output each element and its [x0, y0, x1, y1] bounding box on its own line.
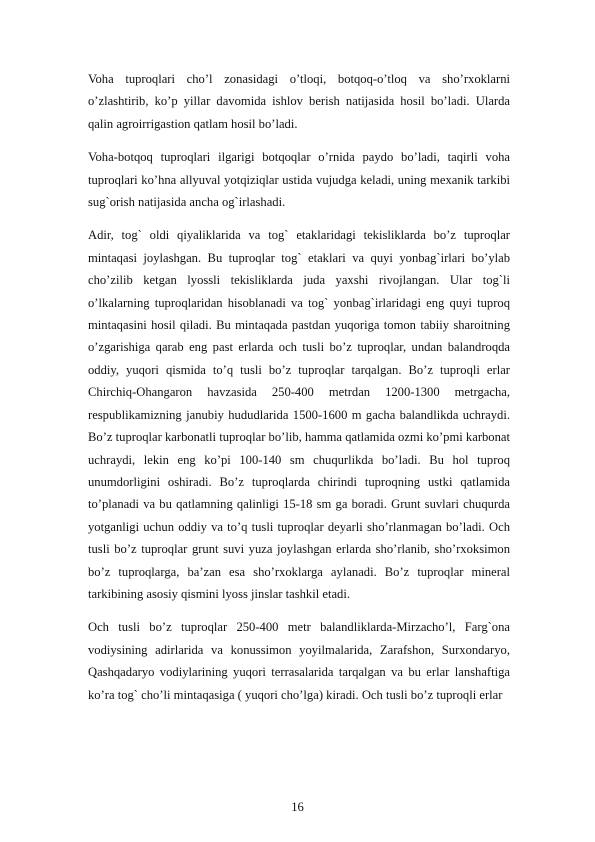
document-page	[88, 68, 510, 717]
paragraph-voha-botqoq: Voha-botqoq tuproqlari ilgarigi botqoqlar o’rnida paydo bo’ladi, taqirli voha tuproqlari ko’hna allyuval yotqiziqlar ustida vujudga keladi, uning mexanik tarkibi sug`orish natijasida ancha og`irlashadi.	[88, 150, 510, 210]
paragraph-voha-tuproqlari: Voha tuproqlari cho’l zonasidagi o’tloqi, botqoq-o’tloq va sho’rxoklarni o’zlashtirib, ko’p yillar davomida ishlov berish natijasida hosil bo’ladi. Ularda qalin agroirrigastion qatlam hosil bo’ladi.	[88, 72, 510, 131]
page-number: 16	[291, 800, 304, 814]
paragraph-boz-tuproqlar: Adir, tog` oldi qiyaliklarida va tog` etaklaridagi tekisliklarda bo’z tuproqlar mintaqasi joylashgan. Bu tuproqlar tog` etaklari va quyi yonbag`irlari bo’ylab cho’zilib ketgan lyossli tekisliklarda juda yaxshi rivojlangan. Ular tog`li o’lkalarning tuproqlaridan hisoblanadi va tog` yonbag`irlaridagi eng quyi tuproq mintaqasini hosil qiladi. Bu mintaqada pastdan yuqoriga tomon tabiiy sharoitning o’zgarishiga qarab eng past erlarda och tusli bo’z tuproqlar, undan balandroqda oddiy, yuqori qismida to’q tusli bo’z tuproqlar tarqalgan. Bo’z tuproqli erlar Chirchiq-Ohangaron havzasida 250-400 metrdan 1200-1300 metrgacha, respublikamizning janubiy hududlarida 1500-1600 m gacha balandlikda uchraydi. Bo’z tuproqlar karbonatli tuproqlar bo’lib, hamma qatlamida ozmi ko’pmi karbonat uchraydi, lekin eng ko’pi 100-140 sm chuqurlikda bo’ladi. Bu hol tuproq unumdorligini oshiradi. Bo’z tuproqlarda chirindi tuproqning ustki qatlamida to’planadi va bu qatlamning qalinligi 15-18 sm ga boradi. Grunt suvlari chuqurda yotganligi uchun oddiy va to’q tusli tuproqlar deyarli sho’rlanmagan bo’ladi. Och tusli bo’z tuproqlar grunt suvi yuza joylashgan erlarda sho’rlanib, sho’rxoksimon bo’z tuproqlarga, ba’zan esa sho’rxoklarga aylanadi. Bo’z tuproqlar mineral tarkibining asosiy qismini lyoss jinslar tashkil etadi.	[88, 228, 510, 601]
paragraph-och-tusli: Och tusli bo’z tuproqlar 250-400 metr balandliklarda-Mirzacho’l, Farg`ona vodiysining adirlarida va konussimon yoyilmalarida, Zarafshon, Surxondaryo, Qashqadaryo vodiylarining yuqori terrasalarida tarqalgan va bu erlar lanshaftiga ko’ra tog` cho’li mintaqasiga ( yuqori cho’lga) kiradi. Och tusli bo’z tuproqli erlar	[88, 620, 510, 702]
